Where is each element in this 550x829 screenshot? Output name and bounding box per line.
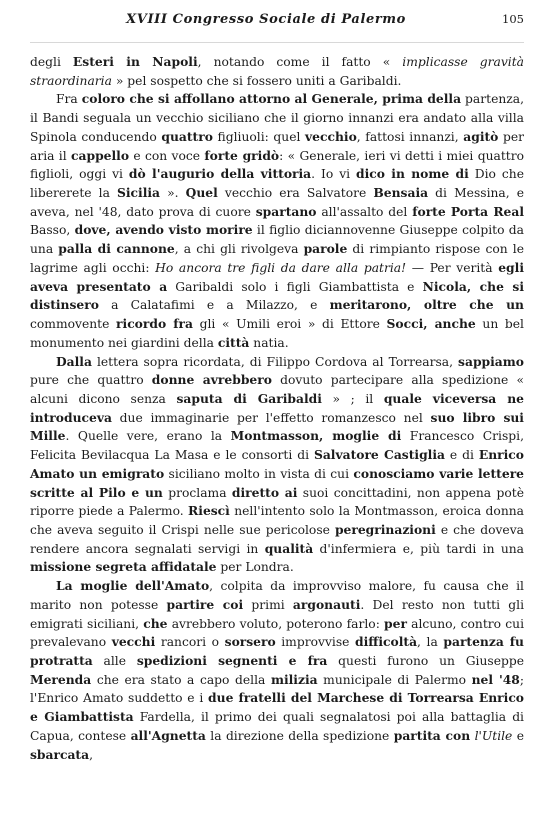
text-run: dovuto partecipare alla spedizione « alcuni dicono senza <box>30 373 524 406</box>
text-run: siciliano molto in vista di cui <box>164 466 354 481</box>
marked-text: qualità <box>264 540 314 556</box>
text-run: Fardella, il primo dei quali segnalatosi poi alla battaglia di Capua, contese <box>30 710 524 743</box>
text-run: d'infermiera e, più tardi in una <box>313 541 525 556</box>
marked-text: vecchio <box>305 128 357 144</box>
text-run: figliuoli: quel <box>212 129 306 144</box>
text-run: per aria il <box>30 129 525 163</box>
marked-text: missione segreta affidatale <box>30 559 217 575</box>
text-run: , fattosi innanzi, <box>356 129 464 144</box>
marked-text: quattro <box>161 128 213 144</box>
marked-text: spedizioni segnenti e fra <box>136 653 328 668</box>
text-run: di Messina, e aveva, nel '48, dato prova di cuore <box>30 186 525 219</box>
text-run: che era stato a capo della <box>91 672 271 687</box>
marked-text: peregrinazioni <box>334 521 436 537</box>
marked-text: milizia <box>270 671 318 687</box>
text-run: ». <box>160 186 186 201</box>
marked-text: due fratelli del Marchese di Torrearsa Enrico e Giambattista <box>30 690 525 725</box>
text-run: e <box>512 728 525 743</box>
italic-text: Ho ancora tre figli da dare alla patria! <box>155 260 407 275</box>
marked-text: Socci, anche <box>386 316 476 332</box>
marked-text: per <box>384 615 407 631</box>
marked-text: Riescì <box>188 503 230 519</box>
text-run: partenza, il Bandi seguala un vecchio siciliano che il giorno innanzi era andato alla villa Spinola conducendo <box>30 92 524 144</box>
text-run: un bel monumento nei giardini della <box>30 317 524 350</box>
marked-text: Enrico Amato un emigrato <box>30 447 524 481</box>
text-run: » pel sospetto che si fossero uniti a Garibaldi. <box>111 73 402 88</box>
paragraph <box>30 353 524 578</box>
marked-text: forte Porta Real <box>412 203 524 219</box>
text-run: proclama <box>162 485 232 500</box>
text-run: rancori o <box>155 635 225 650</box>
marked-text: Dalla <box>56 353 92 369</box>
paragraph <box>30 577 524 764</box>
text-run: avrebbero voluto, poterono farlo: <box>167 616 385 631</box>
text-run: primi <box>243 597 293 612</box>
text-run: ; l'Enrico Amato suddetto e i <box>30 672 525 706</box>
marked-text: Sicilia <box>117 185 161 201</box>
italic-text: implicasse gravità straordinaria <box>30 55 525 88</box>
marked-text: sbarcata <box>30 746 90 762</box>
text-run: , la <box>417 635 444 650</box>
marked-text: donne avrebbero <box>151 372 272 388</box>
text-run: la direzione della spedizione <box>205 728 394 743</box>
marked-text: dove, avendo visto morire <box>74 222 253 238</box>
text-run: di rimpianto rispose con le lagrime agli occhi: <box>30 242 524 275</box>
marked-text: sappiamo <box>458 353 524 369</box>
text-run: e di <box>444 448 479 463</box>
text-run: per Londra. <box>216 560 294 575</box>
marked-text: Montmasson, moglie di <box>230 428 402 444</box>
text-run: , colpita da improvviso malore, fu causa che il marito non potesse <box>30 579 524 612</box>
text-run: , notando come il fatto « <box>197 55 403 69</box>
italic-text: l'Utile <box>474 728 513 743</box>
running-title: XVIII Congresso Sociale di Palermo <box>126 12 406 27</box>
paragraph <box>30 53 524 90</box>
marked-text: conosciamo varie lettere scritte al Pilo e un <box>30 465 524 500</box>
text-run: alcuno, contro cui prevalevano <box>30 616 525 650</box>
text-run: . Io vi <box>311 167 357 182</box>
marked-text: parole <box>303 241 348 257</box>
marked-text: sorsero <box>224 634 276 650</box>
marked-text: La moglie dell'Amato <box>56 578 210 594</box>
text-run: e che doveva rendere ancora segnalati servigi in <box>30 522 524 556</box>
marked-text: suo libro sui Mille <box>30 409 524 444</box>
marked-text: Salvatore Castiglia <box>313 447 445 463</box>
marked-text: Merenda <box>30 671 92 687</box>
text-run: nell'intento solo la Montmasson, eroica donna che aveva seguito il Crispi nelle sue pericolose <box>30 504 524 537</box>
marked-text: argonauti <box>292 596 361 612</box>
marked-text: diretto ai <box>231 484 298 500</box>
text-run: pure che quattro <box>30 373 152 388</box>
page-number: 105 <box>502 12 524 26</box>
marked-text: vecchi <box>111 634 156 650</box>
marked-text: ricordo fra <box>116 316 193 332</box>
text-run: alle <box>92 654 137 668</box>
marked-text: difficoltà <box>355 634 418 650</box>
text-run: municipale di Palermo <box>317 672 472 687</box>
paragraph <box>30 90 524 352</box>
text-run: , <box>89 747 93 762</box>
marked-text: egli aveva presentato a <box>30 259 524 294</box>
text-run: gli « Umili eroi » di Ettore <box>192 317 387 332</box>
text-run: due immaginarie per l'effetto romanzesco nel <box>111 410 431 425</box>
marked-text: cappello <box>71 147 130 163</box>
text-run: vecchio era Salvatore <box>217 186 374 201</box>
body-text <box>30 53 524 764</box>
text-run: . Del resto non tutti gli emigrati siciliani, <box>30 597 524 631</box>
marked-text: palla di cannone <box>58 241 175 257</box>
marked-text: Esteri in Napoli <box>72 54 198 69</box>
text-run: Francesco Crispi, Felicita Bevilacqua La Masa e le consorti di <box>30 429 524 463</box>
marked-text: agitò <box>463 128 499 144</box>
text-run: questi furono un Giuseppe <box>327 654 525 668</box>
marked-text: città <box>217 334 250 350</box>
marked-text: partita con <box>393 727 471 743</box>
text-run: a Calatafimi e a Milazzo, e <box>98 298 330 313</box>
text-run: e con voce <box>129 148 205 163</box>
marked-text: Quel <box>185 185 218 201</box>
text-run: — Per verità <box>406 260 499 275</box>
marked-text: dò l'augurio della vittoria <box>128 166 312 182</box>
text-run: suoi concittadini, non appena potè riporre piede a Palermo. <box>30 485 524 519</box>
marked-text: quale viceversa ne introduceva <box>30 390 525 425</box>
marked-text: nel '48 <box>471 671 520 687</box>
text-run: il figlio diciannovenne Giuseppe colpito da una <box>30 223 525 257</box>
marked-text: dico in nome di <box>356 166 469 182</box>
text-run: . Quelle vere, erano la <box>65 429 231 444</box>
marked-text: che <box>143 615 168 631</box>
text-run: lettera sopra ricordata, di Filippo Cordova al Torrearsa, <box>91 354 459 369</box>
marked-text: forte gridò <box>204 147 280 163</box>
text-run: improvvise <box>275 635 355 650</box>
text-run: Dio che libererete la <box>30 167 524 201</box>
marked-text: meritarono, oltre che un <box>329 297 524 313</box>
text-run: Garibaldi solo i figli Giambattista e <box>167 279 423 294</box>
marked-text: coloro che si affollano attorno al Generale, prima della <box>81 91 462 107</box>
text-run: natia. <box>249 335 289 350</box>
marked-text: saputa di Garibaldi <box>176 390 322 406</box>
marked-text: partire coi <box>166 596 244 612</box>
text-run: » ; il <box>321 391 384 406</box>
marked-text: Nicola, che si distinsero <box>30 278 524 313</box>
text-run: degli <box>30 55 73 69</box>
text-run: Basso, <box>30 223 75 238</box>
text-run: commovente <box>30 317 117 332</box>
text-run: all'assalto del <box>316 204 413 219</box>
marked-text: Bensaia <box>373 185 429 201</box>
text-run: Fra <box>56 92 82 107</box>
marked-text: spartano <box>255 203 317 219</box>
marked-text: partenza fu protratta <box>30 634 524 668</box>
text-run: , a chi gli rivolgeva <box>174 242 304 257</box>
page-header <box>30 8 524 43</box>
marked-text: all'Agnetta <box>130 727 206 743</box>
text-run: : « Generale, ieri vi detti i miei quattro figlioli, oggi vi <box>30 148 524 182</box>
